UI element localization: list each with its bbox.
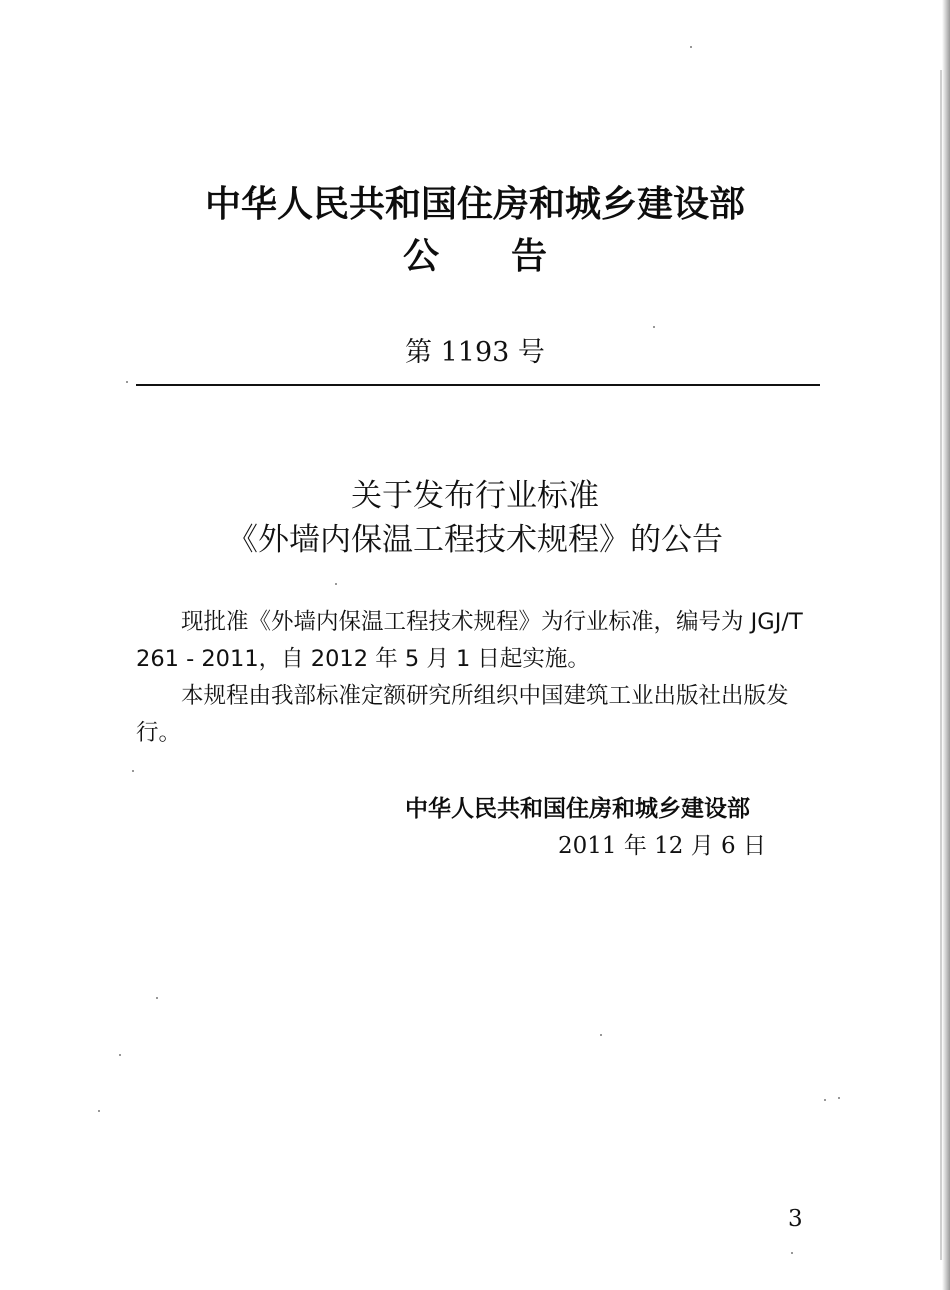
scan-speck [690,46,692,48]
scan-speck [335,583,337,585]
notice-title-line-2: 《外墙内保温工程技术规程》的公告 [227,522,723,558]
scan-speck [791,1252,793,1254]
header-divider [136,384,820,386]
signature-issuer: 中华人民共和国住房和城乡建设部 [405,796,750,822]
scan-speck [838,1097,840,1099]
scan-speck [132,770,134,772]
body-paragraph-1: 现批准《外墙内保温工程技术规程》为行业标准，编号为 JGJ/T 261 - 2011，自 2012 年 5 月 1 日起实施。 [136,609,803,672]
scan-speck [824,1099,826,1101]
scan-speck [600,1034,602,1036]
scan-speck [156,997,158,999]
signature-date: 2011 年 12 月 6 日 [558,833,766,859]
scan-speck [653,326,655,328]
issuing-authority-heading: 中华人民共和国住房和城乡建设部 [204,184,745,225]
scan-speck [119,1054,121,1056]
notice-title-line-1: 关于发布行业标准 [351,478,599,514]
scan-speck [98,1110,100,1112]
page-number: 3 [788,1206,803,1232]
notice-heading: 公告 [402,236,619,277]
notice-number: 第 1193 号 [405,337,545,368]
body-paragraph-2: 本规程由我部标准定额研究所组织中国建筑工业出版社出版发行。 [136,683,789,746]
scan-speck [126,381,128,383]
